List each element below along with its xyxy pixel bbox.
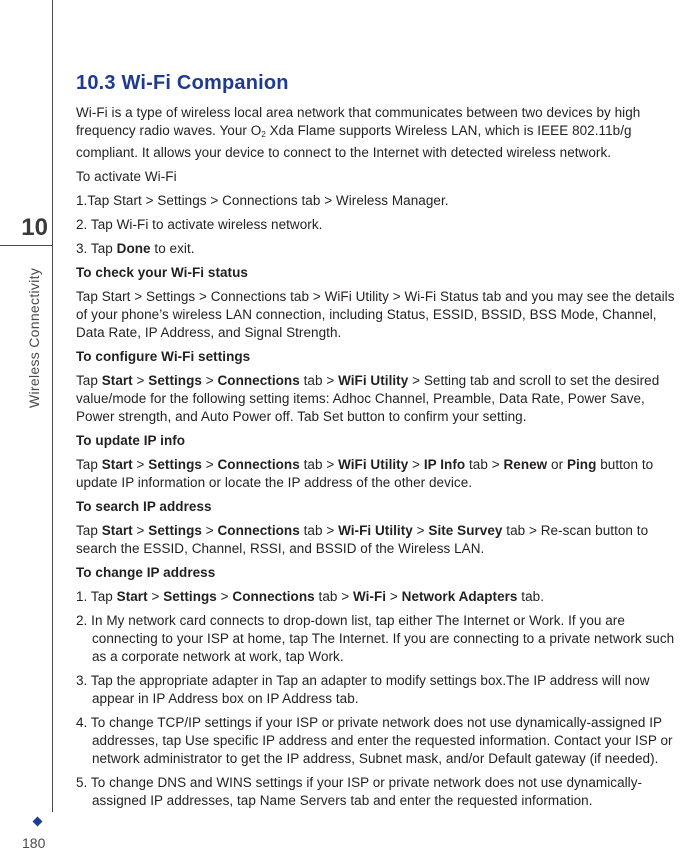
- activate-step-3: 3. Tap Done to exit.: [76, 241, 195, 256]
- activate-heading: To activate Wi-Fi: [76, 169, 177, 184]
- search-ip-text: Tap Start > Settings > Connections tab > Wi-Fi Utility > Site Survey tab > Re-scan button to search the ESSID, Channel, RSSI, and BSSID of the Wireless LAN.: [76, 523, 649, 556]
- update-ip-text: Tap Start > Settings > Connections tab > WiFi Utility > IP Info tab > Renew or Ping button to update IP information or locate the IP address of the other device.: [76, 457, 654, 490]
- margin-rule: [52, 0, 53, 812]
- change-ip-step-5: 5. To change DNS and WINS settings if your ISP or private network does not use dynamically-assigned IP addresses, tap Name Servers tab and enter the requested information.: [76, 775, 643, 808]
- change-ip-heading: To change IP address: [76, 565, 216, 580]
- content: [76, 68, 680, 816]
- configure-heading: To configure Wi-Fi settings: [76, 349, 251, 364]
- page-number: 180: [22, 835, 46, 851]
- configure-text: Tap Start > Settings > Connections tab > WiFi Utility > Setting tab and scroll to set the desired value/mode for the following setting items: Adhoc Channel, Preamble, Data Rate, Power Save, Power strength, and Auto Power off. Tab Set button to confirm your setting.: [76, 373, 660, 424]
- chapter-number: 10: [21, 214, 48, 241]
- check-status-heading: To check your Wi-Fi status: [76, 265, 248, 280]
- check-status-text: Tap Start > Settings > Connections tab > WiFi Utility > Wi-Fi Status tab and you may see the details of your phone’s wireless LAN connection, including Status, ESSID, BSSID, BSS Mode, Channel, Data Rate, IP Address, and Signal Strength.: [76, 289, 675, 340]
- intro-paragraph: Wi-Fi is a type of wireless local area network that communicates between two devices by high frequency radio waves. Your $O_2$ Xda Flame supports Wireless LAN, which is IEEE 802.11b/g compliant. It allows your device to connect to the Internet with detected wireless network.: [76, 105, 641, 160]
- search-ip-heading: To search IP address: [76, 499, 212, 514]
- update-ip-heading: To update IP info: [76, 433, 186, 448]
- chapter-title: Wireless Connectivity: [26, 267, 42, 408]
- chapter-divider: [0, 245, 52, 246]
- activate-step-1: 1.Tap Start > Settings > Connections tab > Wireless Manager.: [76, 193, 449, 208]
- change-ip-step-2: 2. In My network card connects to drop-down list, tap either The Internet or Work. If you are connecting to your ISP at home, tap The Internet. If you are connecting to a private network such as a corporate network at work, tap Work.: [76, 613, 675, 664]
- change-ip-step-1: 1. Tap Start > Settings > Connections tab > Wi-Fi > Network Adapters tab.: [76, 589, 545, 604]
- diamond-icon: [33, 817, 43, 827]
- activate-step-2: 2. Tap Wi-Fi to activate wireless network.: [76, 217, 323, 232]
- change-ip-step-4: 4. To change TCP/IP settings if your ISP or private network does not use dynamically-assigned IP addresses, tap Use specific IP address and enter the requested information. Contact your ISP or network administrator to get the IP address, Subnet mask, and/or Default gateway (if needed).: [76, 715, 673, 766]
- change-ip-step-3: 3. Tap the appropriate adapter in Tap an adapter to modify settings box.The IP address will now appear in IP Address box on IP Address tab.: [76, 673, 650, 706]
- section-title: 10.3 Wi-Fi Companion: [76, 72, 289, 94]
